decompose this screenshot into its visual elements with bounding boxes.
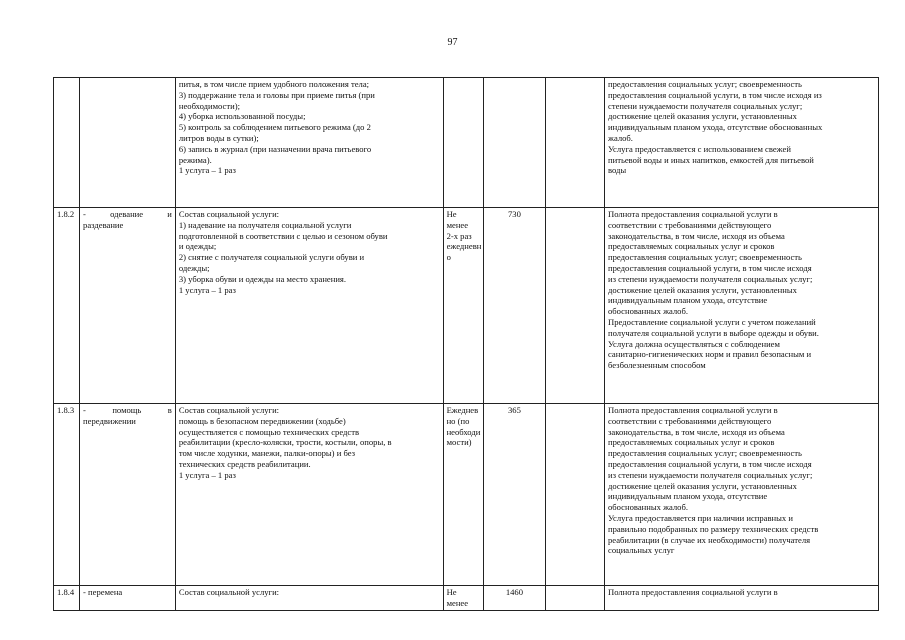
service-number: 1.8.3 xyxy=(57,405,75,415)
service-name-line: передвижении xyxy=(83,415,136,426)
frequency-line: Не менее xyxy=(446,587,469,608)
composition-line: 1 услуга – 1 раз xyxy=(178,284,236,295)
composition-line: питья, в том числе прием удобного положения тела; xyxy=(178,79,370,89)
frequency-line: Не менее xyxy=(446,209,469,230)
table-body xyxy=(54,78,879,611)
composition-line: 6) запись в журнал (при назначении врача питьевого xyxy=(178,143,372,154)
conditions-line: обоснованных жалоб. xyxy=(608,502,689,513)
conditions-line: из степени нуждаемости получателя социальных услуг; xyxy=(608,469,813,480)
service-price: 1460 xyxy=(505,587,523,597)
conditions-line: законодательства, в том числе, исходя из объема xyxy=(608,230,785,241)
service-number-cell xyxy=(54,208,80,404)
conditions-line: Услуга предоставляется с использованием свежей xyxy=(608,143,791,154)
conditions-line: безболезненным способом xyxy=(608,360,706,371)
service-conditions-cell xyxy=(605,78,879,208)
service-number-cell xyxy=(54,78,80,208)
composition-line: 4) уборка использованной посуды; xyxy=(178,111,306,122)
conditions-line: предоставления социальной услуги, в том числе исходя из xyxy=(608,89,822,100)
conditions-line: предоставления социальной услуги, в том числе исходя xyxy=(608,458,812,469)
service-composition-cell xyxy=(175,586,443,611)
composition-line: 1 услуга – 1 раз xyxy=(178,165,236,176)
composition-line: технических средств реабилитации. xyxy=(178,458,311,469)
service-composition-cell xyxy=(175,404,443,586)
service-extra-cell xyxy=(545,78,604,208)
composition-line: литров воды в сутки); xyxy=(178,132,259,143)
service-price: 730 xyxy=(507,209,521,219)
conditions-line: достижение целей оказания услуги, установленных xyxy=(608,480,797,491)
table-row xyxy=(54,404,879,586)
conditions-line: обоснованных жалоб. xyxy=(608,306,689,317)
table-row xyxy=(54,78,879,208)
conditions-line: достижение целей оказания услуги, установленных xyxy=(608,111,797,122)
conditions-line: предоставления социальных услуг; своевременность xyxy=(608,79,802,89)
composition-line: и одежды; xyxy=(178,241,217,252)
service-name-cell xyxy=(80,208,176,404)
table-row xyxy=(54,586,879,611)
service-frequency-cell xyxy=(443,404,484,586)
service-price-cell xyxy=(484,586,545,611)
frequency-line: 2-х раз xyxy=(446,230,472,241)
service-name-cell xyxy=(80,404,176,586)
service-number: 1.8.2 xyxy=(57,209,75,219)
composition-line: 1) надевание на получателя социальной услуги xyxy=(178,219,352,230)
conditions-line: реабилитации (в случае их необходимости) получателя xyxy=(608,534,811,545)
conditions-line: правильно подобранных по размеру технических средств xyxy=(608,523,819,534)
conditions-line: социальных услуг xyxy=(608,545,675,556)
frequency-line: но (по xyxy=(446,415,470,426)
service-conditions-cell xyxy=(605,586,879,611)
service-name-line: - помощь в xyxy=(83,405,172,415)
service-number-cell xyxy=(54,404,80,586)
composition-line: необходимости); xyxy=(178,100,240,111)
composition-line: одежды; xyxy=(178,262,210,273)
service-price: 365 xyxy=(507,405,521,415)
conditions-line: получателя социальной услуги в выборе одежды и обуви. xyxy=(608,327,819,338)
composition-line: Состав социальной услуги: xyxy=(178,587,280,597)
service-composition-cell xyxy=(175,208,443,404)
conditions-line: предоставления социальной услуги, в том числе исходя xyxy=(608,262,812,273)
composition-line: 2) снятие с получателя социальной услуги обуви и xyxy=(178,252,365,263)
conditions-line: Предоставление социальной услуги с учетом пожеланий xyxy=(608,316,816,327)
service-extra-cell xyxy=(545,208,604,404)
conditions-line: соответствии с требованиями действующего xyxy=(608,415,772,426)
conditions-line: Полнота предоставления социальной услуги в xyxy=(608,587,778,597)
service-price-cell xyxy=(484,404,545,586)
service-name-line: раздевание xyxy=(83,219,124,230)
frequency-line: необходи xyxy=(446,426,481,437)
composition-line: 1 услуга – 1 раз xyxy=(178,469,236,480)
conditions-line: Полнота предоставления социальной услуги в xyxy=(608,405,778,415)
service-name-line: - одевание и xyxy=(83,209,172,219)
composition-line: 3) поддержание тела и головы при приеме питья (при xyxy=(178,89,375,100)
frequency-line: Ежеднев xyxy=(446,405,479,415)
conditions-line: индивидуальным планом ухода, отсутствие xyxy=(608,491,768,502)
composition-line: Состав социальной услуги: xyxy=(178,209,280,219)
conditions-line: предоставления социальных услуг; своевременность xyxy=(608,448,802,459)
conditions-line: достижение целей оказания услуги, установленных xyxy=(608,284,797,295)
frequency-line: о xyxy=(446,252,451,263)
page-number: 97 xyxy=(447,37,458,48)
service-frequency-cell xyxy=(443,208,484,404)
composition-line: реабилитации (кресло-коляски, трости, костыли, опоры, в xyxy=(178,437,392,448)
conditions-line: соответствии с требованиями действующего xyxy=(608,219,772,230)
conditions-line: питьевой воды и иных напитков, емкостей для питьевой xyxy=(608,154,814,165)
service-price-cell xyxy=(484,208,545,404)
conditions-line: законодательства, в том числе, исходя из объема xyxy=(608,426,785,437)
conditions-line: Услуга должна осуществляться с соблюдением xyxy=(608,338,780,349)
service-frequency-cell xyxy=(443,586,484,611)
conditions-line: воды xyxy=(608,165,627,176)
frequency-line: ежедневн xyxy=(446,241,482,252)
service-conditions-cell xyxy=(605,404,879,586)
service-extra-cell xyxy=(545,404,604,586)
composition-line: 3) уборка обуви и одежды на место хранения. xyxy=(178,273,347,284)
composition-line: том числе ходунки, манежи, палки-опоры) и без xyxy=(178,448,356,459)
service-extra-cell xyxy=(545,586,604,611)
service-composition-cell xyxy=(175,78,443,208)
conditions-line: степени нуждаемости получателя социальных услуг; xyxy=(608,100,803,111)
services-table xyxy=(53,77,879,611)
service-name-cell xyxy=(80,586,176,611)
service-conditions-cell xyxy=(605,208,879,404)
service-name-line: - перемена xyxy=(83,587,123,597)
conditions-line: предоставляемых социальных услуг и сроков xyxy=(608,437,775,448)
conditions-line: жалоб. xyxy=(608,132,633,143)
service-number: 1.8.4 xyxy=(57,587,75,597)
composition-line: 5) контроль за соблюдением питьевого режима (до 2 xyxy=(178,122,371,133)
service-price-cell xyxy=(484,78,545,208)
composition-line: осуществляется с помощью технических средств xyxy=(178,426,360,437)
composition-line: Состав социальной услуги: xyxy=(178,405,280,415)
service-frequency-cell xyxy=(443,78,484,208)
conditions-line: индивидуальным планом ухода, отсутствие обоснованных xyxy=(608,122,823,133)
conditions-line: санитарно-гигиенических норм и правил безопасным и xyxy=(608,349,812,360)
table-row xyxy=(54,208,879,404)
conditions-line: предоставления социальных услуг; своевременность xyxy=(608,252,802,263)
composition-line: подготовленной в соответствии с целью и сезоном обуви xyxy=(178,230,388,241)
service-number-cell xyxy=(54,586,80,611)
service-name-cell xyxy=(80,78,176,208)
frequency-line: мости) xyxy=(446,437,472,448)
conditions-line: из степени нуждаемости получателя социальных услуг; xyxy=(608,273,813,284)
conditions-line: предоставляемых социальных услуг и сроков xyxy=(608,241,775,252)
conditions-line: индивидуальным планом ухода, отсутствие xyxy=(608,295,768,306)
conditions-line: Услуга предоставляется при наличии исправных и xyxy=(608,512,793,523)
conditions-line: Полнота предоставления социальной услуги в xyxy=(608,209,778,219)
composition-line: режима). xyxy=(178,154,212,165)
composition-line: помощь в безопасном передвижении (ходьбе) xyxy=(178,415,346,426)
